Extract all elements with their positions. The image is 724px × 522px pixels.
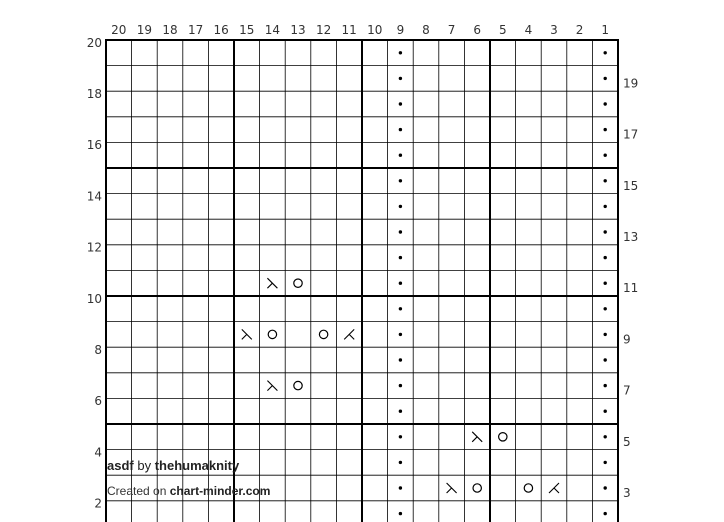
column-number-top: 15 — [239, 23, 255, 37]
purl-symbol — [399, 333, 402, 336]
row-label-left: 2 — [94, 496, 102, 511]
purl-symbol — [604, 307, 607, 310]
pattern-name: asdf — [107, 458, 134, 473]
purl-symbol — [604, 128, 607, 131]
yarn-over-symbol — [268, 330, 276, 338]
purl-symbol — [399, 512, 402, 515]
k2tog-symbol — [344, 329, 354, 339]
purl-symbol — [604, 205, 607, 208]
pattern-caption — [107, 458, 239, 473]
column-number-top: 3 — [550, 23, 558, 37]
purl-symbol — [399, 154, 402, 157]
row-label-right: 9 — [623, 332, 631, 347]
k2tog-symbol — [549, 483, 559, 493]
column-number-top: 6 — [473, 23, 482, 37]
purl-symbol — [604, 256, 607, 259]
purl-symbol — [604, 77, 607, 80]
column-number-top: 7 — [447, 23, 456, 37]
purl-symbol — [604, 384, 607, 387]
purl-symbol — [399, 358, 402, 361]
author-name: thehumaknity — [154, 458, 240, 473]
purl-symbol — [604, 461, 607, 464]
purl-symbol — [604, 435, 607, 438]
ssk-symbol — [472, 432, 482, 442]
ssk-symbol — [447, 483, 457, 493]
purl-symbol — [399, 282, 402, 285]
row-label-left: 10 — [86, 291, 102, 306]
purl-symbol — [399, 410, 402, 413]
purl-symbol — [399, 486, 402, 489]
row-label-right: 11 — [623, 281, 639, 296]
purl-symbol — [399, 461, 402, 464]
column-number-top: 1 — [601, 23, 610, 37]
row-label-left: 8 — [94, 343, 102, 357]
row-label-right: 7 — [623, 383, 631, 398]
row-label-left: 12 — [86, 240, 102, 255]
yarn-over-symbol — [294, 381, 302, 389]
by-text: by — [137, 458, 152, 473]
ssk-symbol — [242, 329, 252, 339]
yarn-over-symbol — [319, 330, 327, 338]
column-number-top: 12 — [315, 23, 332, 37]
created-on-caption — [107, 484, 270, 498]
column-number-top: 9 — [396, 23, 405, 37]
column-number-top: 11 — [341, 23, 357, 37]
purl-symbol — [399, 230, 402, 233]
column-number-top: 5 — [498, 23, 507, 37]
column-number-top: 8 — [422, 23, 430, 37]
purl-symbol — [604, 282, 607, 285]
site-name: chart-minder.com — [169, 484, 271, 498]
row-label-right: 13 — [623, 230, 639, 244]
yarn-over-symbol — [499, 433, 507, 441]
purl-symbol — [604, 154, 607, 157]
purl-symbol — [399, 102, 402, 105]
purl-symbol — [399, 179, 402, 182]
purl-symbol — [399, 77, 402, 80]
purl-symbol — [604, 512, 607, 515]
ssk-symbol — [267, 381, 277, 391]
column-number-top: 16 — [213, 23, 229, 37]
purl-symbol — [604, 410, 607, 413]
purl-symbol — [399, 435, 402, 438]
purl-symbol — [604, 51, 607, 54]
column-number-top: 14 — [264, 23, 281, 37]
purl-symbol — [604, 179, 607, 182]
yarn-over-symbol — [524, 484, 532, 492]
row-label-right: 15 — [623, 178, 639, 193]
row-label-left: 20 — [86, 35, 102, 50]
purl-symbol — [604, 358, 607, 361]
purl-symbol — [399, 128, 402, 131]
column-number-top: 13 — [290, 23, 306, 37]
column-number-top: 4 — [524, 23, 533, 37]
row-label-right: 5 — [623, 434, 631, 449]
purl-symbol — [604, 102, 607, 105]
purl-symbol — [399, 51, 402, 54]
row-label-right: 3 — [623, 486, 631, 500]
row-label-left: 18 — [86, 87, 102, 101]
ssk-symbol — [267, 278, 277, 288]
purl-symbol — [399, 205, 402, 208]
row-label-left: 14 — [86, 189, 102, 204]
row-label-left: 4 — [94, 445, 102, 460]
purl-symbol — [604, 230, 607, 233]
row-label-right: 17 — [623, 127, 639, 142]
column-number-top: 18 — [162, 23, 178, 37]
column-number-top: 20 — [111, 23, 127, 37]
column-number-top: 19 — [136, 23, 153, 37]
yarn-over-symbol — [473, 484, 481, 492]
purl-symbol — [399, 256, 402, 259]
purl-symbol — [399, 384, 402, 387]
purl-symbol — [604, 486, 607, 489]
column-number-top: 2 — [575, 23, 584, 37]
column-number-top: 10 — [367, 23, 383, 37]
row-label-left: 16 — [86, 138, 102, 153]
row-label-right: 19 — [623, 76, 639, 91]
yarn-over-symbol — [294, 279, 302, 287]
purl-symbol — [604, 333, 607, 336]
column-number-top: 17 — [187, 23, 204, 37]
created-on-text: Created on — [107, 484, 167, 498]
row-label-left: 6 — [94, 394, 102, 409]
purl-symbol — [399, 307, 402, 310]
